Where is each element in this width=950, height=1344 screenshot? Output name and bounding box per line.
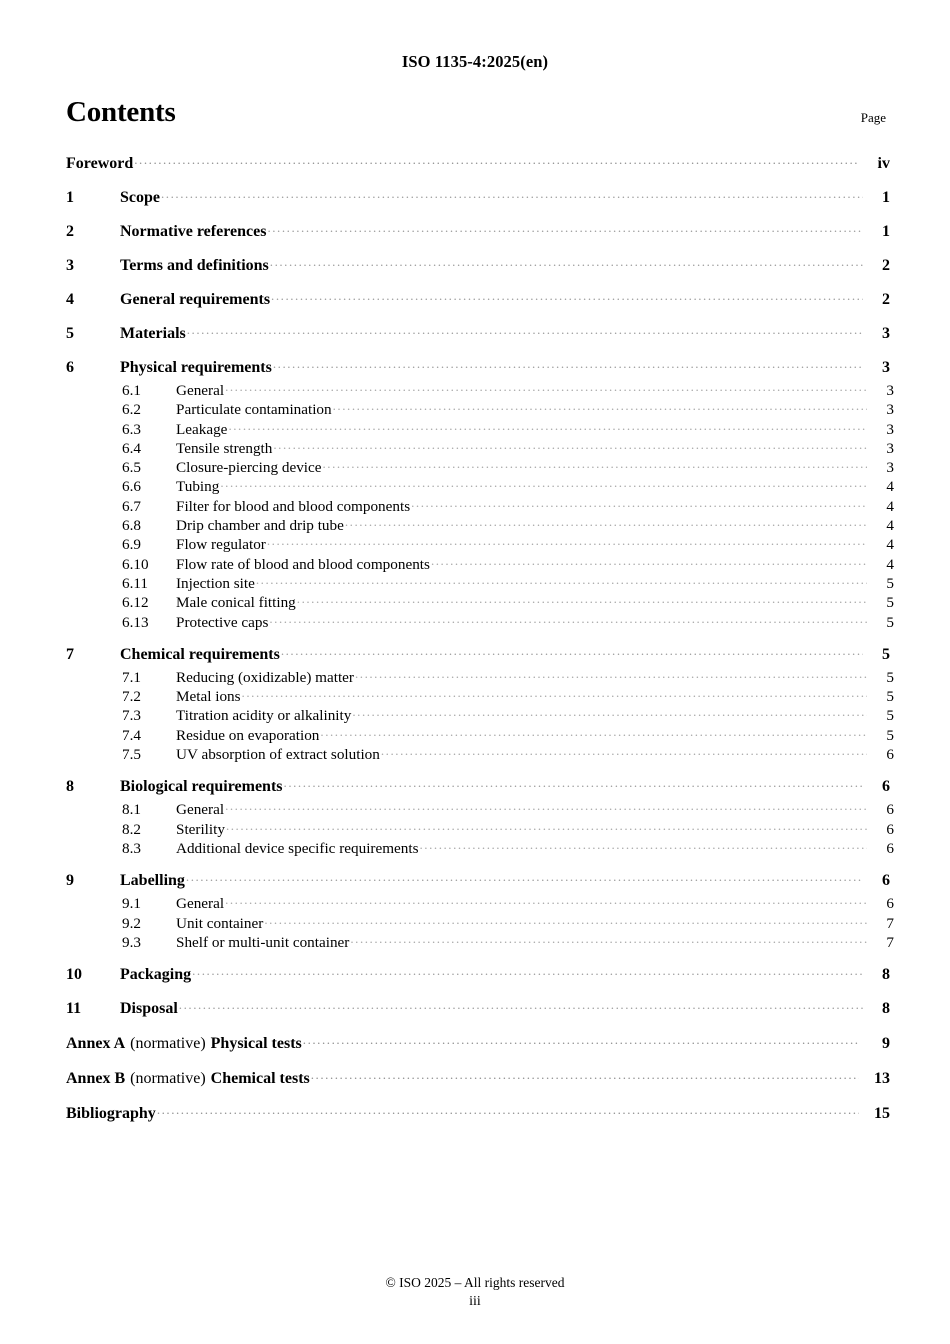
dot-leader: [264, 912, 867, 928]
toc-entry-6-7[interactable]: [66, 495, 894, 515]
toc-entry-5[interactable]: [66, 322, 890, 345]
toc-entry-7-4[interactable]: [66, 724, 894, 744]
toc-entry-page: 7: [886, 914, 894, 932]
toc-entry-page: 5: [886, 688, 894, 706]
toc-entry-number: 6.3: [122, 420, 141, 438]
toc-entry-label: Metal ions: [176, 688, 241, 706]
toc-entry-number: 6.5: [122, 459, 141, 477]
dot-leader: [333, 398, 867, 414]
toc-entry-label: Biological requirements: [120, 778, 283, 796]
dot-leader: [267, 220, 863, 236]
toc-entry-number: 6.8: [122, 517, 141, 535]
dot-leader: [381, 743, 867, 759]
toc-entry-label: Drip chamber and drip tube: [176, 517, 344, 535]
toc-entry-foreword[interactable]: [66, 152, 890, 175]
toc-entry-6-3[interactable]: [66, 418, 894, 438]
toc-entry-number: 7.3: [122, 707, 141, 725]
toc-entry-page: 6: [886, 839, 894, 857]
contents-header: [66, 98, 886, 127]
dot-leader: [303, 1032, 859, 1048]
dot-leader: [352, 704, 867, 720]
dot-leader: [242, 685, 867, 701]
dot-leader: [187, 322, 863, 338]
toc-entry-number: 9: [66, 872, 74, 890]
toc-entry-label: Male conical fitting: [176, 594, 296, 612]
toc-entry-page: 6: [882, 872, 890, 890]
toc-entry-number: 1: [66, 189, 74, 206]
toc-entry-number: 10: [66, 966, 82, 984]
dot-leader: [161, 186, 863, 202]
toc-entry-number: 7: [66, 645, 74, 663]
toc-entry-page: 3: [882, 325, 890, 342]
toc-entry-page: 7: [886, 933, 894, 951]
dot-leader: [225, 798, 867, 814]
toc-entry-number: 6.6: [122, 478, 141, 496]
dot-leader: [273, 356, 863, 372]
toc-entry-page: 4: [886, 555, 894, 573]
dot-leader: [355, 666, 867, 682]
toc-entry-label: Closure-piercing device: [176, 459, 322, 477]
toc-entry-label: Annex A: [66, 1035, 126, 1053]
toc-entry-page: 8: [882, 966, 890, 984]
toc-entry-page: 4: [886, 497, 894, 515]
toc-entry-page: 1: [882, 189, 890, 206]
toc-entry-7-5[interactable]: [66, 743, 894, 764]
toc-entry-6-11[interactable]: [66, 572, 894, 592]
toc-entry-label: Normative references: [120, 223, 267, 240]
toc-entry-page: 5: [886, 574, 894, 592]
dot-leader: [226, 818, 867, 834]
page-footer: [0, 1274, 950, 1312]
toc-entry-label: Particulate contamination: [176, 401, 332, 419]
toc-entry-number: 9.2: [122, 914, 141, 932]
toc-entry-number: 6.12: [122, 594, 149, 612]
toc-entry-bibliography[interactable]: [66, 1102, 890, 1125]
dot-leader: [256, 572, 867, 588]
toc-entry-page: 3: [882, 359, 890, 376]
dot-leader: [267, 533, 867, 549]
toc-entry-label: Sterility: [176, 820, 225, 838]
toc-entry-number: 6.1: [122, 382, 141, 399]
toc-entry-3[interactable]: [66, 254, 890, 277]
toc-entry-label: General: [176, 801, 225, 819]
toc-entry-label: Reducing (oxidizable) matter: [176, 668, 354, 686]
toc-entry-number: 8.2: [122, 820, 141, 838]
toc-entry-page: 4: [886, 478, 894, 496]
toc-entry-page: 4: [886, 536, 894, 554]
toc-entry-label: UV absorption of extract solution: [176, 746, 380, 764]
dot-leader: [134, 152, 859, 168]
dot-leader: [284, 775, 863, 791]
toc-entry-annex-a[interactable]: [66, 1032, 890, 1055]
annex-kind-label: (normative): [130, 1035, 206, 1053]
dot-leader: [350, 931, 867, 947]
toc-entry-label: Annex B: [66, 1070, 126, 1088]
toc-entry-page: 4: [886, 517, 894, 535]
toc-entry-6-13[interactable]: [66, 611, 894, 631]
toc-entry-label: Scope: [120, 189, 160, 206]
dot-leader: [192, 963, 863, 979]
toc-entry-page: iv: [877, 155, 890, 172]
toc-entry-label: Terms and definitions: [120, 257, 269, 274]
toc-entry-number: 8: [66, 778, 74, 796]
toc-entry-page: 3: [886, 401, 894, 419]
toc-entry-11[interactable]: [66, 997, 890, 1020]
dot-leader: [270, 254, 863, 270]
dot-leader: [225, 379, 867, 395]
dot-leader: [271, 288, 863, 304]
toc-entry-6-1[interactable]: [66, 379, 894, 399]
annex-title: Chemical tests: [210, 1070, 310, 1088]
toc-entry-page: 6: [882, 778, 890, 796]
toc-entry-number: 6.10: [122, 555, 149, 573]
dot-leader: [273, 437, 867, 453]
toc-entry-number: 7.4: [122, 726, 141, 744]
toc-entry-page: 6: [886, 820, 894, 838]
toc-entry-label: Additional device specific requirements: [176, 839, 419, 857]
toc-entry-7-2[interactable]: [66, 685, 894, 706]
toc-entry-label: Tensile strength: [176, 439, 273, 457]
toc-entry-label: Flow rate of blood and blood components: [176, 555, 430, 573]
toc-entry-number: 7.1: [122, 668, 141, 686]
toc-entry-6-6[interactable]: [66, 475, 894, 496]
page-title: Contents: [66, 96, 176, 128]
annex-kind-label: (normative): [130, 1070, 206, 1088]
toc-entry-label: Physical requirements: [120, 359, 272, 376]
toc-entry-number: 2: [66, 223, 74, 240]
page-column-label: Page: [860, 110, 886, 125]
toc-entry-9[interactable]: [66, 869, 890, 892]
toc-entry-1[interactable]: [66, 186, 890, 209]
toc-entry-6-4[interactable]: [66, 437, 894, 457]
toc-entry-8-3[interactable]: [66, 837, 894, 857]
toc-entry-number: 8.1: [122, 801, 141, 819]
toc-entry-label: Titration acidity or alkalinity: [176, 707, 352, 725]
toc-entry-page: 2: [882, 257, 890, 274]
toc-entry-number: 6.11: [122, 574, 149, 592]
toc-entry-page: 2: [882, 291, 890, 308]
toc-entry-annex-b[interactable]: [66, 1067, 890, 1090]
toc-entry-number: 11: [66, 1000, 82, 1018]
toc-entry-7[interactable]: [66, 643, 890, 666]
toc-entry-page: 3: [886, 382, 894, 399]
toc-entry-label: Packaging: [120, 966, 192, 984]
toc-entry-number: 7.2: [122, 688, 141, 706]
toc-entry-page: 9: [882, 1035, 890, 1053]
toc-entry-label: Chemical requirements: [120, 645, 280, 663]
toc-entry-9-3[interactable]: [66, 931, 894, 951]
dot-leader: [311, 1067, 859, 1083]
toc-entry-number: 3: [66, 257, 74, 274]
toc-entry-number: 9.1: [122, 895, 141, 913]
toc-entry-number: 6.2: [122, 401, 141, 419]
dot-leader: [157, 1102, 859, 1118]
toc-entry-page: 6: [886, 895, 894, 913]
dot-leader: [420, 837, 868, 853]
dot-leader: [220, 475, 867, 491]
toc-entry-number: 6.9: [122, 536, 141, 554]
dot-leader: [179, 997, 863, 1013]
toc-entry-number: 4: [66, 291, 74, 308]
toc-entry-9-2[interactable]: [66, 912, 894, 932]
toc-entry-page: 8: [882, 1000, 890, 1018]
toc-entry-page: 5: [886, 594, 894, 612]
toc-entry-6-9[interactable]: [66, 533, 894, 554]
dot-leader: [320, 724, 867, 740]
toc-entry-label: Materials: [120, 325, 186, 342]
toc-entry-page: 5: [886, 726, 894, 744]
toc-entry-9-1[interactable]: [66, 892, 894, 913]
toc-entry-label: Filter for blood and blood components: [176, 497, 411, 515]
toc-entry-7-1[interactable]: [66, 666, 894, 686]
dot-leader: [297, 591, 867, 607]
toc-entry-number: 6.7: [122, 497, 141, 515]
toc-entry-label: Bibliography: [66, 1105, 156, 1123]
toc-entry-8-2[interactable]: [66, 818, 894, 838]
dot-leader: [228, 418, 867, 434]
dot-leader: [345, 514, 867, 530]
toc-entry-page: 5: [886, 707, 894, 725]
copyright-notice: © ISO 2025 – All rights reserved: [385, 1275, 565, 1290]
toc-entry-6-10[interactable]: [66, 553, 894, 573]
table-of-contents: [66, 152, 894, 1125]
toc-entry-label: Residue on evaporation: [176, 726, 320, 744]
annex-title: Physical tests: [210, 1035, 302, 1053]
toc-entry-label: General: [176, 895, 225, 913]
toc-entry-label: Unit container: [176, 914, 264, 932]
toc-entry-page: 13: [874, 1070, 890, 1088]
toc-entry-label: General: [176, 382, 225, 399]
toc-entry-label: Foreword: [66, 155, 134, 172]
toc-entry-6-12[interactable]: [66, 591, 894, 612]
toc-entry-number: 6: [66, 359, 74, 376]
running-header: ISO 1135-4:2025(en): [401, 52, 549, 71]
toc-entry-number: 9.3: [122, 933, 141, 951]
toc-entry-page: 3: [886, 459, 894, 477]
dot-leader: [269, 611, 867, 627]
toc-entry-number: 5: [66, 325, 74, 342]
toc-entry-label: Disposal: [120, 1000, 178, 1018]
page-folio: iii: [469, 1293, 481, 1309]
toc-entry-label: Labelling: [120, 872, 185, 890]
toc-entry-page: 6: [886, 801, 894, 819]
toc-entry-label: Flow regulator: [176, 536, 266, 554]
toc-entry-2[interactable]: [66, 220, 890, 243]
toc-entry-page: 15: [874, 1105, 890, 1123]
dot-leader: [323, 456, 868, 472]
toc-entry-10[interactable]: [66, 963, 890, 986]
toc-entry-label: Injection site: [176, 574, 255, 592]
toc-entry-number: 6.13: [122, 613, 149, 631]
toc-entry-page: 1: [882, 223, 890, 240]
toc-entry-label: Tubing: [176, 478, 220, 496]
dot-leader: [186, 869, 863, 885]
toc-entry-8[interactable]: [66, 775, 890, 798]
toc-entry-6-8[interactable]: [66, 514, 894, 535]
toc-entry-page: 5: [886, 613, 894, 631]
toc-entry-page: 3: [886, 420, 894, 438]
toc-entry-label: Protective caps: [176, 613, 269, 631]
dot-leader: [411, 495, 867, 511]
toc-entry-number: 7.5: [122, 746, 141, 764]
toc-entry-page: 5: [886, 668, 894, 686]
toc-entry-6[interactable]: [66, 356, 890, 379]
toc-entry-8-1[interactable]: [66, 798, 894, 819]
toc-entry-7-3[interactable]: [66, 704, 894, 725]
toc-entry-page: 3: [886, 439, 894, 457]
toc-entry-6-5[interactable]: [66, 456, 894, 477]
toc-entry-4[interactable]: [66, 288, 890, 311]
dot-leader: [225, 892, 867, 908]
toc-entry-page: 6: [886, 746, 894, 764]
toc-entry-label: Leakage: [176, 420, 228, 438]
toc-entry-number: 8.3: [122, 839, 141, 857]
toc-entry-label: Shelf or multi-unit container: [176, 933, 350, 951]
toc-entry-number: 6.4: [122, 439, 141, 457]
dot-leader: [281, 643, 863, 659]
toc-entry-6-2[interactable]: [66, 398, 894, 419]
toc-entry-label: General requirements: [120, 291, 271, 308]
dot-leader: [431, 553, 867, 569]
toc-entry-page: 5: [882, 645, 890, 663]
